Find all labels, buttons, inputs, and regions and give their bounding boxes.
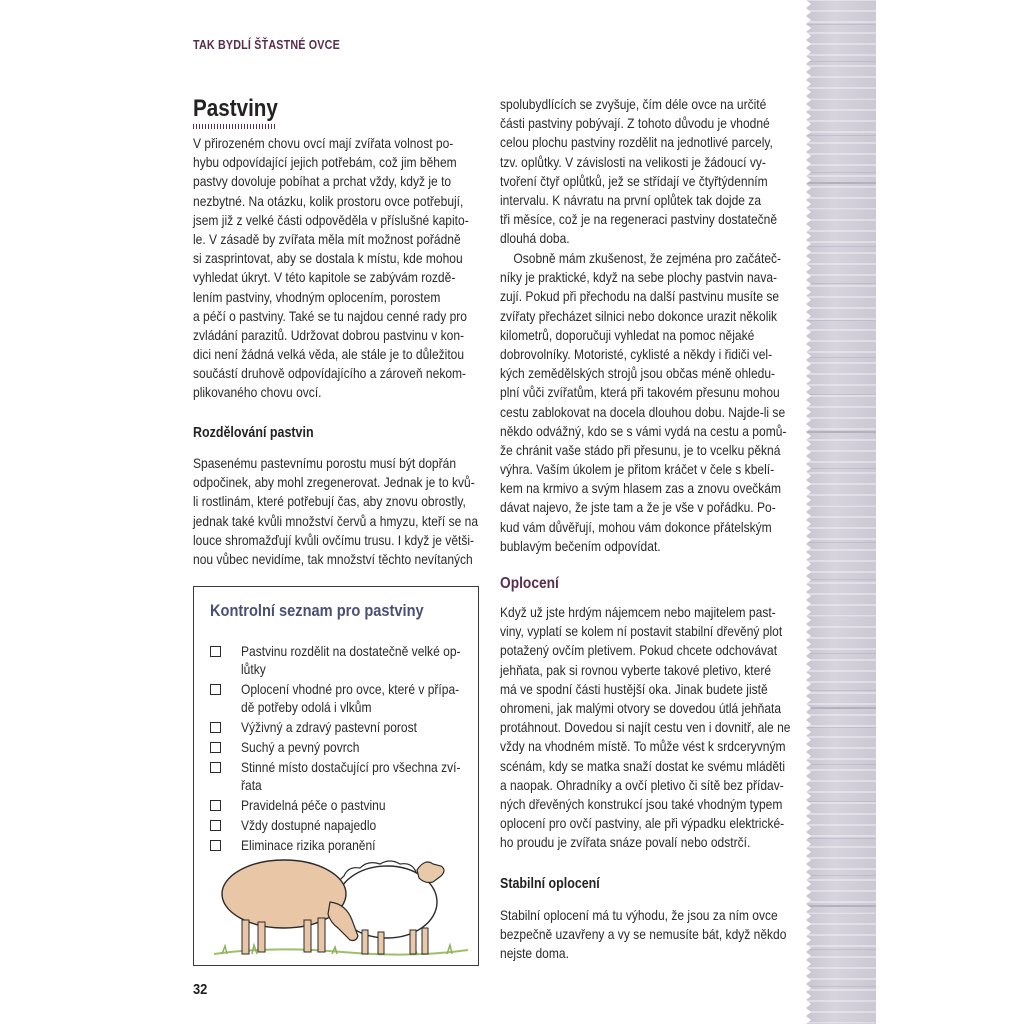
text-line: součástí druhově odpovídajícího a zároveň nekom- bbox=[193, 365, 467, 382]
text-line: dávat najevo, že jste tam a že je vše v pořádku. Po- bbox=[500, 499, 776, 516]
text-line: plní vůči zvířatům, která při takovém přesunu mohou bbox=[500, 384, 780, 401]
checklist-item-line: Pravidelná péče o pastvinu bbox=[241, 797, 386, 813]
checkbox-icon bbox=[210, 646, 221, 657]
text-line: celou plochu pastviny rozdělit na jednotlivé parcely, bbox=[500, 134, 773, 151]
checklist-item-line: Stinné místo dostačující pro všechna zví- bbox=[241, 759, 461, 775]
checklist-item bbox=[241, 718, 417, 736]
heading-stabilni-oploceni: Stabilní oplocení bbox=[500, 876, 600, 892]
text-line: kud vám důvěřují, mohou vám dokonce přátelským bbox=[500, 518, 772, 535]
text-line: kých zemědělských strojů jsou občas méně ohledu- bbox=[500, 365, 776, 382]
checklist-item-line: Vždy dostupné napajedlo bbox=[241, 817, 377, 833]
text-line: le. V zásadě by zvířata měla mít možnost pořádně bbox=[193, 230, 461, 247]
sheep-illustration bbox=[212, 850, 470, 962]
page-number: 32 bbox=[193, 981, 208, 998]
text-line: plikovaného chovu ovcí. bbox=[193, 384, 322, 401]
text-line: níky je praktické, když na sebe plochy pastvin nava- bbox=[500, 269, 778, 286]
text-line: lením pastviny, vhodným oplocením, porostem bbox=[193, 288, 441, 305]
text-line: jednak také kvůli množství červů a hmyzu, kteří se na bbox=[193, 512, 479, 529]
text-line: Když už jste hrdým nájemcem nebo majitelem past- bbox=[500, 604, 776, 620]
text-line: jehňata, pak si rovnou vyberte takové pletivo, které bbox=[500, 661, 772, 678]
text-line: bezpečně uzavřeny a vy se nemusíte bát, když někdo bbox=[500, 926, 787, 943]
text-line: potažený ovčím pletivem. Pokud chcete odchovávat bbox=[500, 642, 778, 659]
checklist-item-line: dě potřeby odolá i vlkům bbox=[241, 699, 372, 715]
text-line: cestu zablokovat na docela dlouhou dobu. Najde-li se bbox=[500, 403, 786, 420]
running-head: TAK BYDLÍ ŠŤASTNÉ OVCE bbox=[193, 38, 340, 52]
title-underline bbox=[193, 124, 275, 129]
text-line: dici není žádná velká věda, ale stále je to důležitou bbox=[193, 346, 465, 363]
text-line: spolubydlících se zvyšuje, čím déle ovce na určité bbox=[500, 96, 767, 112]
text-line: oplocení pro ovčí pastviny, ale při výpadku elektrické- bbox=[500, 815, 785, 832]
text-line: ohromeni, jak malými otvory se dovedou útlá jehňata bbox=[500, 699, 782, 716]
torn-edge-decoration bbox=[800, 0, 812, 1024]
text-line: tvoření čtyř oplůtků, jež se střídají ve čtyřtýdenním bbox=[500, 172, 768, 189]
text-line: Stabilní oplocení má tu výhodu, že jsou za ním ovce bbox=[500, 907, 778, 923]
text-line: tzv. oplůtky. V závislosti na velikosti je žádoucí vy- bbox=[500, 153, 766, 170]
text-line: ných dřevěných konstrukcí jsou také vhodným typem bbox=[500, 795, 783, 812]
checkbox-icon bbox=[210, 800, 221, 811]
text-line: V přirozeném chovu ovcí mají zvířata volnost po- bbox=[193, 135, 454, 151]
text-line: výhra. Vaším úkolem je přitom kráčet v čele s kbelí- bbox=[500, 461, 775, 478]
text-line: pastvy dovoluje pobíhat a prchat vždy, když je to bbox=[193, 173, 452, 190]
text-line: viny, vyplatí se kolem ní postavit stabilní dřevěný plot bbox=[500, 623, 783, 640]
text-line: Spasenému pastevnímu porostu musí být dopřán bbox=[193, 455, 457, 471]
checklist-title: Kontrolní seznam pro pastviny bbox=[210, 601, 424, 620]
text-line: Osobně mám zkušenost, že zejména pro začáteč- bbox=[500, 250, 782, 266]
text-line: a naopak. Ohradníky a ovčí pletivo či sítě bez přídav- bbox=[500, 776, 784, 793]
text-line: ho proudu je zvířata snáze povalí nebo odstrčí. bbox=[500, 834, 751, 851]
text-line: zují. Pokud při přechodu na další pastvinu musíte se bbox=[500, 288, 780, 305]
checklist-item-line: lůtky bbox=[241, 661, 266, 677]
checklist-item bbox=[241, 642, 461, 678]
intro-paragraph bbox=[193, 134, 469, 403]
text-line: nou vůbec nevidíme, tak množství těchto nevítaných bbox=[193, 550, 473, 567]
checkbox-icon bbox=[210, 762, 221, 773]
text-line: nezbytné. Na otázku, kolik prostoru ovce potřebují, bbox=[193, 192, 464, 209]
text-line: že chránit vaše stádo při přesunu, je to vcelku pěkná bbox=[500, 441, 781, 458]
text-line: odpočinek, aby mohl zregenerovat. Jednak je to kvů- bbox=[193, 474, 475, 491]
right-column-paragraph-2 bbox=[500, 249, 786, 556]
text-line: intervalu. K návratu na první oplůtek tak dojde za bbox=[500, 191, 762, 208]
text-line: má ve spodní části hustější oka. Jinak budete jistě bbox=[500, 680, 768, 697]
checkbox-icon bbox=[210, 820, 221, 831]
heading-rozdelovani: Rozdělování pastvin bbox=[193, 425, 314, 441]
text-line: bublavým bečením odpovídat. bbox=[500, 537, 661, 554]
text-line: zvládání parazitů. Udržovat dobrou pastvinu v kon- bbox=[193, 326, 465, 343]
heading-oploceni: Oplocení bbox=[500, 575, 559, 592]
text-line: a péčí o pastviny. Také se tu najdou cenné rady pro bbox=[193, 307, 467, 324]
checklist-item bbox=[241, 816, 376, 834]
checklist-item-line: Výživný a zdravý pastevní porost bbox=[241, 719, 418, 735]
checklist-item-line: Eliminace rizika poranění bbox=[241, 837, 376, 853]
checklist-item bbox=[241, 758, 461, 794]
checklist-item-line: Pastvinu rozdělit na dostatečně velké op- bbox=[241, 643, 461, 659]
right-column-paragraph-1 bbox=[500, 95, 777, 249]
text-line: hybu odpovídající jejich potřebám, což jim během bbox=[193, 154, 457, 171]
checkbox-icon bbox=[210, 722, 221, 733]
oploceni-paragraph bbox=[500, 603, 790, 852]
checklist-item bbox=[241, 680, 459, 716]
text-line: louce shromažďují kvůli ovčímu trusu. I když je větši- bbox=[193, 531, 475, 548]
text-line: dlouhá doba. bbox=[500, 230, 570, 247]
text-line: li rostlinám, které potřebují čas, aby znovu obrostly, bbox=[193, 493, 466, 510]
rozdelovani-paragraph bbox=[193, 454, 478, 569]
checklist-item-line: Oplocení vhodné pro ovce, které v přípa- bbox=[241, 681, 460, 697]
text-line: jsem již z velké části odpověděla v příslušné kapito- bbox=[193, 211, 469, 228]
checklist-item-line: řata bbox=[241, 777, 262, 793]
text-line: tři měsíce, což je na regeneraci pastviny dostatečně bbox=[500, 211, 778, 228]
text-line: nejste doma. bbox=[500, 945, 569, 962]
text-line: dobrovolníky. Motoristé, cyklisté a někdy i řidiči vel- bbox=[500, 345, 773, 362]
checklist-item-line: Suchý a pevný povrch bbox=[241, 739, 360, 755]
text-line: zvířaty přecházet silnici nebo dokonce urazit několik bbox=[500, 307, 778, 324]
text-line: si zasprintovat, aby se dostala k místu, kde mohou bbox=[193, 250, 463, 267]
checklist-item bbox=[241, 738, 359, 756]
checkbox-icon bbox=[210, 742, 221, 753]
wood-texture-strip bbox=[806, 0, 876, 1024]
text-line: protáhnout. Dovedou si najít cestu ven i dovnitř, ale ne bbox=[500, 719, 791, 736]
text-line: části pastviny pobývají. Z tohoto důvodu je vhodné bbox=[500, 115, 770, 132]
text-line: někdo odvážný, kdo se s vámi vydá na cestu a pomů- bbox=[500, 422, 787, 439]
text-line: vyhledat úkryt. V této kapitole se zabývám rozdě- bbox=[193, 269, 456, 286]
checklist-item bbox=[241, 796, 386, 814]
text-line: scénám, kdy se matka snaží dostat ke svému mláděti bbox=[500, 757, 786, 774]
checkbox-icon bbox=[210, 684, 221, 695]
text-line: kem na krmivo a svým hlasem zas a znovu ovečkám bbox=[500, 480, 782, 497]
text-line: kilometrů, doporučuji vyhledat na pomoc nějaké bbox=[500, 326, 755, 343]
section-title: Pastviny bbox=[193, 95, 278, 122]
text-line: vždy na vhodném místě. To může vést k srdceryvným bbox=[500, 738, 786, 755]
stabilni-paragraph bbox=[500, 906, 786, 964]
